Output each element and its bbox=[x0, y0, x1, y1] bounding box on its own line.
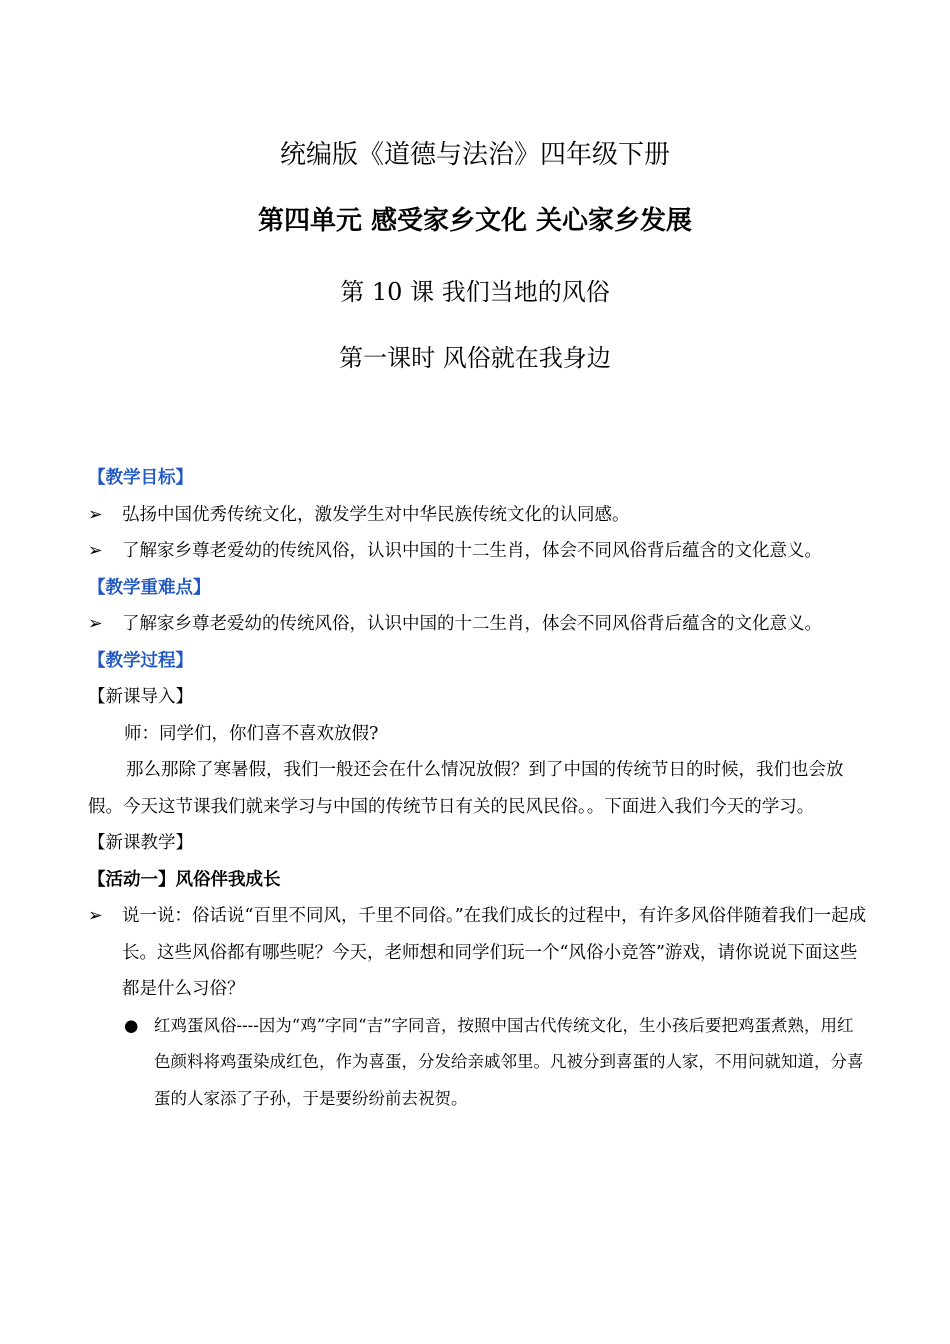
document-body bbox=[88, 460, 868, 1117]
intro-paragraph: 师：同学们，你们喜不喜欢放假? bbox=[124, 723, 379, 744]
unit-title: 第四单元 感受家乡文化 关心家乡发展 bbox=[257, 206, 693, 236]
custom-item bbox=[88, 1008, 868, 1118]
arrow-bullet-icon: ➢ bbox=[88, 906, 103, 926]
intro-heading: 【新课导入】 bbox=[88, 687, 193, 707]
keypoint-item bbox=[88, 606, 868, 643]
goal-text: 弘扬中国优秀传统文化，激发学生对中华民族传统文化的认同感。 bbox=[122, 504, 630, 525]
activity-text: 说一说：俗话说“百里不同风，千里不同俗。”在我们成长的过程中，有许多风俗伴随着我们一起成长。这些风俗都有哪些呢？今天，老师想和同学们玩一个“风俗小竞答”游戏，请你说说下面这些都是什么习俗？ bbox=[122, 906, 867, 999]
goal-item bbox=[88, 533, 868, 570]
activity-heading bbox=[88, 862, 868, 899]
intro-paragraph: 那么那除了寒暑假，我们一般还会在什么情况放假？到了中国的传统节日的时候，我们也会放假。今天这节课我们就来学习与中国的传统节日有关的民风民俗。。下面进入我们今天的学习。 bbox=[88, 760, 844, 817]
activity-item bbox=[88, 898, 868, 1008]
goals-heading: 【教学目标】 bbox=[88, 468, 193, 488]
activity-bracket: 【活动一】 bbox=[88, 869, 176, 890]
arrow-bullet-icon: ➢ bbox=[88, 614, 103, 634]
arrow-bullet-icon: ➢ bbox=[88, 541, 103, 561]
goal-item bbox=[88, 497, 868, 534]
goal-text: 了解家乡尊老爱幼的传统风俗，认识中国的十二生肖，体会不同风俗背后蕴含的文化意义。 bbox=[122, 541, 822, 561]
activity-title: 风俗伴我成长 bbox=[175, 869, 281, 890]
period-title: 第一课时 风俗就在我身边 bbox=[339, 344, 611, 372]
lesson-title: 第 10 课 我们当地的风俗 bbox=[340, 278, 610, 306]
series-title: 统编版《道德与法治》四年级下册 bbox=[279, 140, 670, 170]
keypoint-text: 了解家乡尊老爱幼的传统风俗，认识中国的十二生肖，体会不同风俗背后蕴含的文化意义。 bbox=[122, 614, 822, 634]
custom-text: 红鸡蛋风俗----因为“鸡”字同“吉”字同音，按照中国古代传统文化，生小孩后要把鸡蛋煮熟，用红色颜料将鸡蛋染成红色，作为喜蛋，分发给亲戚邻里。凡被分到喜蛋的人家，不用问就知道，分喜蛋的人家添了子孙，于是要纷纷前去祝贺。 bbox=[154, 1015, 864, 1108]
arrow-bullet-icon: ➢ bbox=[88, 504, 103, 525]
teach-heading: 【新课教学】 bbox=[88, 833, 193, 853]
process-heading: 【教学过程】 bbox=[88, 650, 193, 671]
dot-bullet-icon: ● bbox=[124, 1015, 139, 1035]
keypoints-heading: 【教学重难点】 bbox=[88, 577, 211, 598]
